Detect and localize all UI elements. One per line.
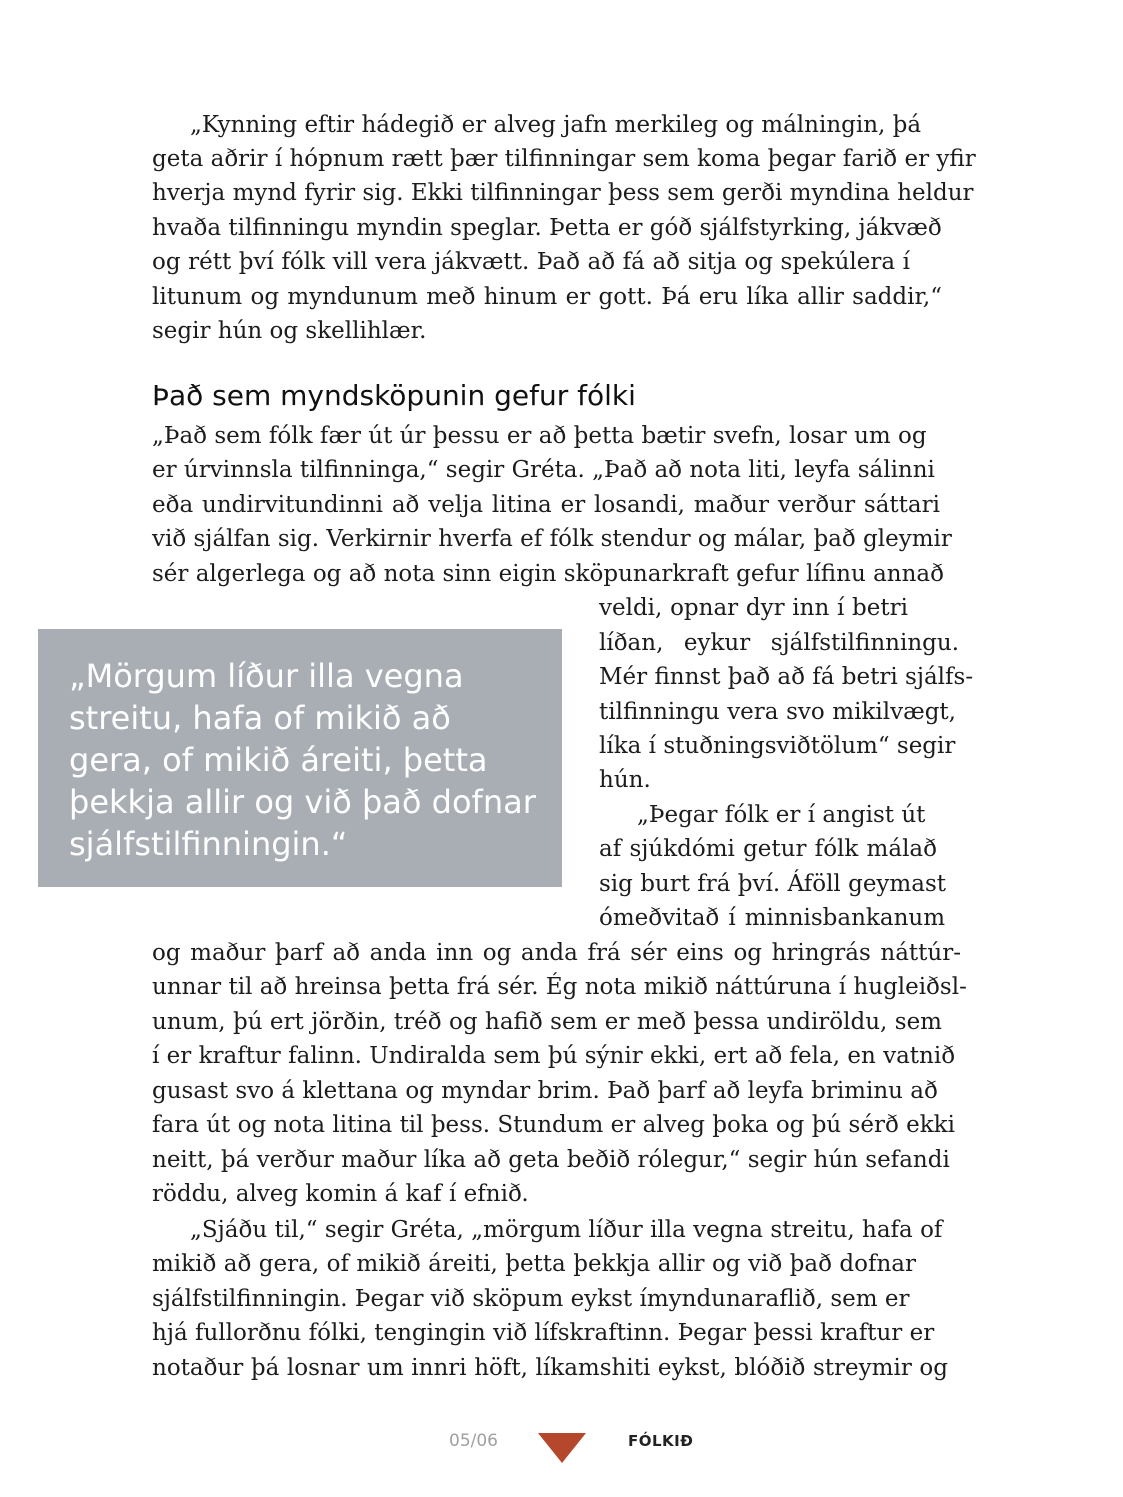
text-line: líka í stuðningsviðtölum“ segir xyxy=(599,733,956,759)
text-line: Mér finnst það að fá betri sjálfs- xyxy=(599,664,974,690)
text-line: og rétt því fólk vill vera jákvætt. Það að fá að sitja og spekúlera í xyxy=(152,249,910,275)
text-line: ómeðvitað í minnisbankanum xyxy=(599,905,945,931)
pull-quote xyxy=(38,629,562,887)
text-line: tilfinningu vera svo mikilvægt, xyxy=(599,699,956,725)
text-line: „Sjáðu til,“ segir Gréta, „mörgum líður illa vegna streitu, hafa of xyxy=(190,1217,943,1243)
text-line: sig burt frá því. Áföll geymast xyxy=(599,871,946,897)
text-line: er úrvinnsla tilfinninga,“ segir Gréta. „Það að nota liti, leyfa sálinni xyxy=(152,457,935,483)
text-line: sjálfstilfinningin. Þegar við sköpum eykst ímyndunaraflið, sem er xyxy=(152,1286,910,1312)
text-line: röddu, alveg komin á kaf í efnið. xyxy=(152,1181,529,1207)
text-line: hún. xyxy=(599,767,651,793)
text-line: hvaða tilfinningu myndin speglar. Þetta er góð sjálfstyrking, jákvæð xyxy=(152,215,942,241)
pull-quote-line: þekkja allir og við það dofnar xyxy=(69,783,536,821)
section-heading: Það sem myndsköpunin gefur fólki xyxy=(152,379,636,412)
text-line: hverja mynd fyrir sig. Ekki tilfinningar þess sem gerði myndina heldur xyxy=(152,180,974,206)
text-line: sér algerlega og að nota sinn eigin sköpunarkraft gefur lífinu annað xyxy=(152,561,944,587)
text-line: líðan, eykur sjálfstilfinningu. xyxy=(599,630,959,656)
text-line: segir hún og skellihlær. xyxy=(152,318,427,344)
text-line: „Kynning eftir hádegið er alveg jafn merkileg og málningin, þá xyxy=(190,112,922,138)
text-line: mikið að gera, of mikið áreiti, þetta þekkja allir og við það dofnar xyxy=(152,1251,916,1277)
pull-quote-line: gera, of mikið áreiti, þetta xyxy=(69,741,488,779)
pull-quote-line: sjálfstilfinningin.“ xyxy=(69,825,348,863)
text-line: við sjálfan sig. Verkirnir hverfa ef fólk stendur og málar, það gleymir xyxy=(152,526,952,552)
text-line: veldi, opnar dyr inn í betri xyxy=(599,595,908,621)
triangle-down-icon xyxy=(538,1433,586,1463)
text-line: neitt, þá verður maður líka að geta beðið rólegur,“ segir hún sefandi xyxy=(152,1147,950,1173)
text-line: af sjúkdómi getur fólk málað xyxy=(599,836,937,862)
page-number: 05/06 xyxy=(449,1431,498,1451)
section-label: FÓLKIÐ xyxy=(628,1432,694,1450)
text-line: eða undirvitundinni að velja litina er losandi, maður verður sáttari xyxy=(152,492,940,518)
text-line: fara út og nota litina til þess. Stundum er alveg þoka og þú sérð ekki xyxy=(152,1112,955,1138)
text-line: unum, þú ert jörðin, tréð og hafið sem er með þessa undiröldu, sem xyxy=(152,1009,942,1035)
text-line: „Þegar fólk er í angist út xyxy=(637,802,926,828)
text-line: unnar til að hreinsa þetta frá sér. Ég nota mikið náttúruna í hugleiðsl- xyxy=(152,974,967,1000)
text-line: gusast svo á klettana og myndar brim. Það þarf að leyfa briminu að xyxy=(152,1078,938,1104)
pull-quote-line: „Mörgum líður illa vegna xyxy=(69,657,464,695)
text-line: „Það sem fólk fær út úr þessu er að þetta bætir svefn, losar um og xyxy=(152,423,927,449)
text-line: notaður þá losnar um innri höft, líkamshiti eykst, blóðið streymir og xyxy=(152,1355,948,1381)
text-line: litunum og myndunum með hinum er gott. Þá eru líka allir saddir,“ xyxy=(152,284,942,310)
text-line: hjá fullorðnu fólki, tengingin við lífskraftinn. Þegar þessi kraftur er xyxy=(152,1320,935,1346)
text-line: geta aðrir í hópnum rætt þær tilfinningar sem koma þegar farið er yfir xyxy=(152,146,976,172)
pull-quote-line: streitu, hafa of mikið að xyxy=(69,699,451,737)
text-line: og maður þarf að anda inn og anda frá sér eins og hringrás náttúr- xyxy=(152,940,961,966)
text-line: í er kraftur falinn. Undiralda sem þú sýnir ekki, ert að fela, en vatnið xyxy=(152,1043,956,1069)
